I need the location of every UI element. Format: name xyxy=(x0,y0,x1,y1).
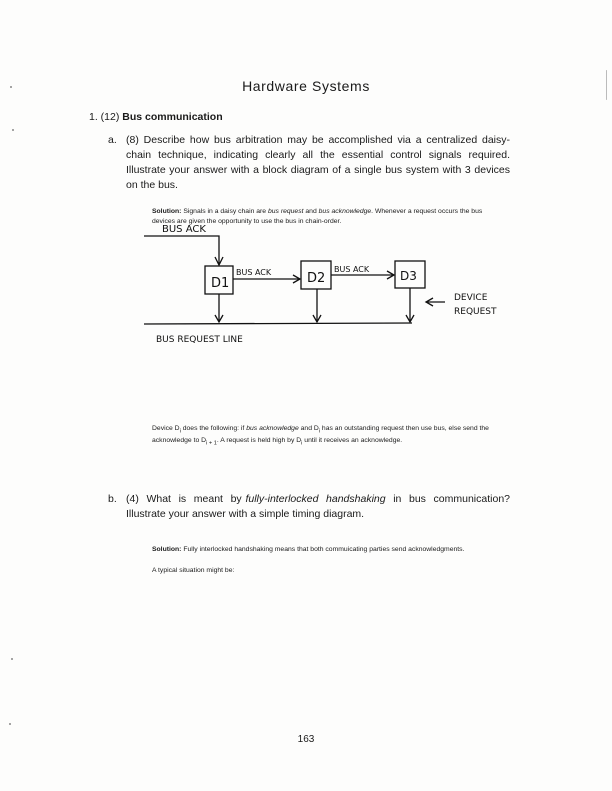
scan-speck xyxy=(10,86,12,88)
device-request-label-2: REQUEST xyxy=(454,307,497,317)
desc-text: until it receives an acknowledge. xyxy=(302,437,403,445)
part-a-question: (8) Describe how bus arbitration may be accomplished via a centralized daisy-chain technique, indicating clearly all the essential control signals required. Illustrate your answer with a block diagram of a single bus system with 3 devices on the bus. xyxy=(126,134,510,191)
page-title: Hardware Systems xyxy=(242,78,370,94)
solution-text: Fully interlocked handshaking means that both commuicating parties send acknowledgments. xyxy=(181,546,465,553)
device-description xyxy=(152,424,492,449)
desc-sub: i xyxy=(318,428,321,435)
desc-term: bus acknowledge xyxy=(246,425,299,432)
device-request-label-1: DEVICE xyxy=(454,293,488,303)
device-label-3: D3 xyxy=(400,269,417,283)
scan-edge xyxy=(606,70,607,100)
bus-request-line-label: BUS REQUEST LINE xyxy=(156,335,243,345)
desc-text: has an outstanding request then use bus, else send the acknowledge to D xyxy=(152,425,489,445)
daisy-chain-diagram xyxy=(140,222,520,352)
solution-label: Solution: xyxy=(152,208,182,215)
bus-ack-label: BUS ACK xyxy=(162,224,206,235)
bus-ack-line xyxy=(144,236,219,264)
question-text: (4) What is meant by xyxy=(126,493,246,505)
device-label-1: D1 xyxy=(211,276,230,291)
part-a-label: a. xyxy=(108,134,117,146)
solution-text: . Whenever a request occurs the bus devices are given the opportunity to use the bus in chain-order. xyxy=(152,208,483,225)
bus-request-line xyxy=(144,323,412,324)
desc-text: and D xyxy=(298,425,319,432)
question-number: 1. (12) xyxy=(89,111,120,123)
part-b-solution-followup: A typical situation might be: xyxy=(152,567,235,574)
desc-text: Device D xyxy=(152,425,180,432)
desc-text: does the following: if xyxy=(180,425,247,432)
desc-sub: i xyxy=(179,428,181,435)
solution-term: bus request xyxy=(267,208,304,215)
scan-speck xyxy=(11,658,13,660)
part-b-label: b. xyxy=(108,493,117,505)
solution-label: Solution: xyxy=(152,546,182,553)
device-label-2: D2 xyxy=(307,271,326,286)
question-text: in bus communication? Illustrate your answer with a simple timing diagram. xyxy=(126,493,513,520)
desc-sub: i xyxy=(301,440,303,447)
question-1-heading xyxy=(89,111,223,123)
scan-speck xyxy=(9,723,11,725)
solution-text: and xyxy=(303,208,319,215)
part-b-solution xyxy=(152,545,492,555)
link-label-2: BUS ACK xyxy=(334,265,370,274)
desc-text: . A request is held high by D xyxy=(216,437,302,445)
question-topic: Bus communication xyxy=(122,111,223,123)
desc-sub: i + 1 xyxy=(206,440,217,447)
solution-text: Signals in a daisy chain are xyxy=(181,208,268,215)
scan-speck xyxy=(12,129,14,131)
solution-term: bus acknowledge xyxy=(318,208,372,215)
page-number: 163 xyxy=(297,734,315,745)
link-label-1: BUS ACK xyxy=(236,268,272,277)
question-term: fully-interlocked handshaking xyxy=(245,493,386,505)
part-b-question xyxy=(126,492,513,522)
